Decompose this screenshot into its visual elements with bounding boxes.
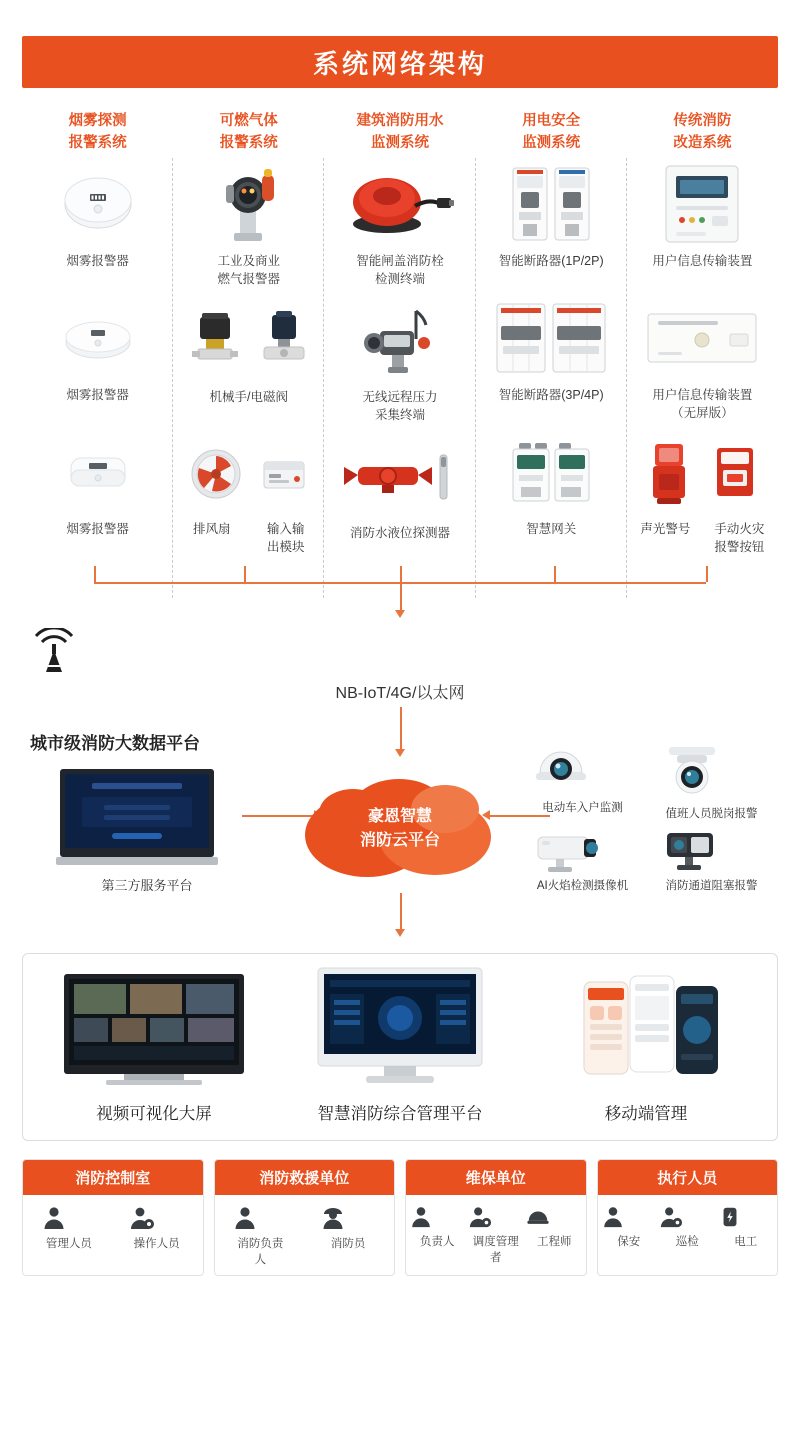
smart-gateway-icon	[480, 426, 623, 518]
application-item	[31, 968, 277, 1124]
camera-item	[651, 743, 772, 821]
third-party-platform-caption: 第三方服务平台	[101, 878, 193, 893]
role-people	[598, 1195, 778, 1257]
bus-tick	[244, 566, 246, 582]
device-caption: 烟雾报警器	[66, 522, 129, 536]
device-caption-right: 手动火灾 报警按钮	[714, 522, 765, 554]
camera-item	[522, 823, 643, 893]
device-caption-group	[631, 520, 774, 556]
role-person	[659, 1205, 715, 1249]
manipulator-valve-icon	[177, 294, 320, 386]
role-person-caption: 电工	[734, 1236, 758, 1248]
user-info-transmission-noscreen-icon	[631, 292, 774, 384]
exhaust-fan-io-module-icon	[177, 428, 320, 520]
device-item	[26, 158, 169, 286]
device-caption: 工业及商业 燃气报警器	[217, 254, 281, 286]
device-caption: 智能闸盖消防栓 检测终端	[356, 254, 444, 286]
person-admin-icon	[232, 1205, 288, 1231]
role-person	[526, 1205, 582, 1265]
device-item	[328, 430, 471, 558]
smoke-detector-square-icon	[26, 426, 169, 518]
cloud-section-title: 城市级消防大数据平台	[30, 734, 200, 753]
application-caption: 移动端管理	[604, 1105, 688, 1123]
device-item	[631, 428, 774, 556]
person-gear-icon	[129, 1205, 185, 1231]
device-columns	[22, 110, 778, 564]
device-item	[26, 292, 169, 420]
role-title: 消防控制室	[23, 1160, 203, 1195]
network-to-cloud-line	[400, 707, 402, 749]
person-gear-icon	[659, 1205, 715, 1229]
mobile-phones-icon	[523, 968, 769, 1088]
page-title: 系统网络架构	[312, 48, 487, 79]
camera-devices	[522, 743, 772, 893]
device-caption: 智能断路器(3P/4P)	[498, 388, 604, 402]
bus-tick	[400, 566, 402, 582]
smoke-detector-round-icon	[26, 158, 169, 250]
device-item	[26, 426, 169, 554]
cloud-platform	[295, 765, 505, 885]
electrician-icon	[718, 1205, 774, 1229]
network-label: NB-IoT/4G/以太网	[335, 685, 465, 702]
smoke-detector-flat-icon	[26, 292, 169, 384]
role-person-caption: 保安	[617, 1236, 641, 1248]
bus-down-line	[400, 582, 402, 612]
device-item	[631, 292, 774, 422]
device-caption: 无线远程压力 采集终端	[362, 390, 438, 422]
user-info-transmission-icon	[631, 158, 774, 250]
device-caption-left: 排风扇	[193, 522, 231, 536]
device-item	[177, 428, 320, 556]
hydrant-valve-terminal-icon	[328, 158, 471, 250]
role-person-caption: 调度管理者	[472, 1236, 519, 1264]
role-person	[320, 1205, 376, 1267]
camera-item	[651, 823, 772, 893]
page-title-bar	[22, 36, 778, 88]
person-admin-icon	[601, 1205, 657, 1229]
device-caption-group	[177, 520, 320, 556]
firefighter-icon	[320, 1205, 376, 1231]
column-title-traditional: 传统消防 改造系统	[673, 113, 732, 151]
device-caption: 用户信息传输装置	[652, 254, 753, 268]
helmet-icon	[526, 1205, 582, 1229]
column-title-gas: 可燃气体 报警系统	[219, 113, 278, 151]
person-admin-icon	[409, 1205, 465, 1229]
device-item	[177, 294, 320, 422]
applications-panel	[22, 953, 778, 1141]
device-caption: 用户信息传输装置 （无屏版）	[652, 388, 753, 420]
breaker-3p4p-icon	[480, 292, 623, 384]
roles-row	[22, 1159, 778, 1276]
role-people	[23, 1195, 203, 1259]
role-person-caption: 消防员	[330, 1238, 366, 1250]
role-title: 消防救援单位	[215, 1160, 395, 1195]
role-card	[597, 1159, 779, 1276]
role-title: 执行人员	[598, 1160, 778, 1195]
bullet-camera-icon	[522, 823, 643, 875]
wireless-pressure-terminal-icon	[328, 294, 471, 386]
cloud-to-apps-arrow	[395, 929, 405, 937]
role-person-caption: 工程师	[537, 1236, 572, 1248]
cloud-platform-label: 豪恩智慧 消防云平台	[359, 808, 440, 849]
desktop-monitor-icon	[52, 767, 242, 869]
application-item	[277, 968, 523, 1124]
breaker-1p2p-icon	[480, 158, 623, 250]
bus-arrow	[395, 610, 405, 618]
cloud-section	[22, 707, 778, 947]
role-person-caption: 消防负责人	[237, 1238, 284, 1266]
device-item	[480, 158, 623, 286]
dome-camera-icon	[522, 743, 643, 797]
bus-tick	[554, 566, 556, 582]
bus-connector	[22, 570, 778, 626]
device-caption: 智能断路器(1P/2P)	[498, 254, 604, 268]
role-person-caption: 负责人	[420, 1236, 455, 1248]
network-block	[22, 628, 778, 703]
role-person	[601, 1205, 657, 1249]
diagram-page	[0, 36, 800, 1454]
column-power	[476, 110, 627, 564]
cloud-to-apps-line	[400, 893, 402, 929]
device-item	[328, 294, 471, 424]
device-caption: 烟雾报警器	[66, 254, 129, 268]
device-caption: 消防水液位探测器	[349, 526, 450, 540]
role-person-caption: 管理人员	[45, 1238, 92, 1250]
water-level-detector-icon	[328, 430, 471, 522]
third-party-platform	[52, 767, 242, 894]
column-traditional	[627, 110, 778, 564]
imac-dashboard-icon	[277, 968, 523, 1088]
role-person	[718, 1205, 774, 1249]
bus-tick	[706, 566, 708, 582]
device-item	[480, 292, 623, 420]
device-item	[177, 158, 320, 288]
camera-caption: 值班人员脱岗报警	[665, 808, 758, 820]
device-caption: 智慧网关	[526, 522, 577, 536]
application-caption: 视频可视化大屏	[96, 1105, 212, 1123]
application-item	[523, 968, 769, 1124]
sound-light-alarm-manual-call-icon	[631, 428, 774, 520]
role-title: 维保单位	[406, 1160, 586, 1195]
device-caption: 烟雾报警器	[66, 388, 129, 402]
camera-caption: AI火焰检测摄像机	[536, 880, 629, 892]
person-admin-icon	[41, 1205, 97, 1231]
ptz-camera-icon	[651, 743, 772, 803]
role-people	[215, 1195, 395, 1275]
gas-detector-icon	[177, 158, 320, 250]
device-caption: 机械手/电磁阀	[209, 390, 289, 404]
column-title-smoke: 烟雾探测 报警系统	[68, 113, 127, 151]
role-person-caption: 操作人员	[133, 1238, 180, 1250]
bus-tick	[94, 566, 96, 582]
camera-caption: 电动车入户监测	[542, 802, 623, 814]
column-title-water: 建筑消防用水 监测系统	[356, 113, 444, 151]
role-card	[405, 1159, 587, 1276]
role-person	[41, 1205, 97, 1251]
role-card	[214, 1159, 396, 1276]
column-water	[324, 110, 475, 564]
role-person	[232, 1205, 288, 1267]
video-wall-icon	[31, 968, 277, 1088]
role-person	[468, 1205, 524, 1265]
role-person	[129, 1205, 185, 1251]
camera-item	[522, 743, 643, 821]
application-caption: 智慧消防综合管理平台	[317, 1105, 483, 1123]
device-item	[631, 158, 774, 286]
role-card	[22, 1159, 204, 1276]
role-person	[409, 1205, 465, 1265]
column-title-power: 用电安全 监测系统	[522, 113, 581, 151]
role-people	[406, 1195, 586, 1273]
device-caption-left: 声光警号	[640, 522, 691, 536]
wireless-signal-icon	[22, 628, 778, 678]
device-caption-right: 输入输 出模块	[267, 522, 305, 554]
person-gear-icon	[468, 1205, 524, 1229]
device-item	[480, 426, 623, 554]
camera-caption: 消防通道阻塞报警	[665, 880, 758, 892]
device-item	[328, 158, 471, 288]
column-smoke	[22, 110, 173, 564]
role-person-caption: 巡检	[675, 1236, 699, 1248]
network-to-cloud-arrow	[395, 749, 405, 757]
thermal-camera-icon	[651, 823, 772, 875]
column-gas	[173, 110, 324, 564]
